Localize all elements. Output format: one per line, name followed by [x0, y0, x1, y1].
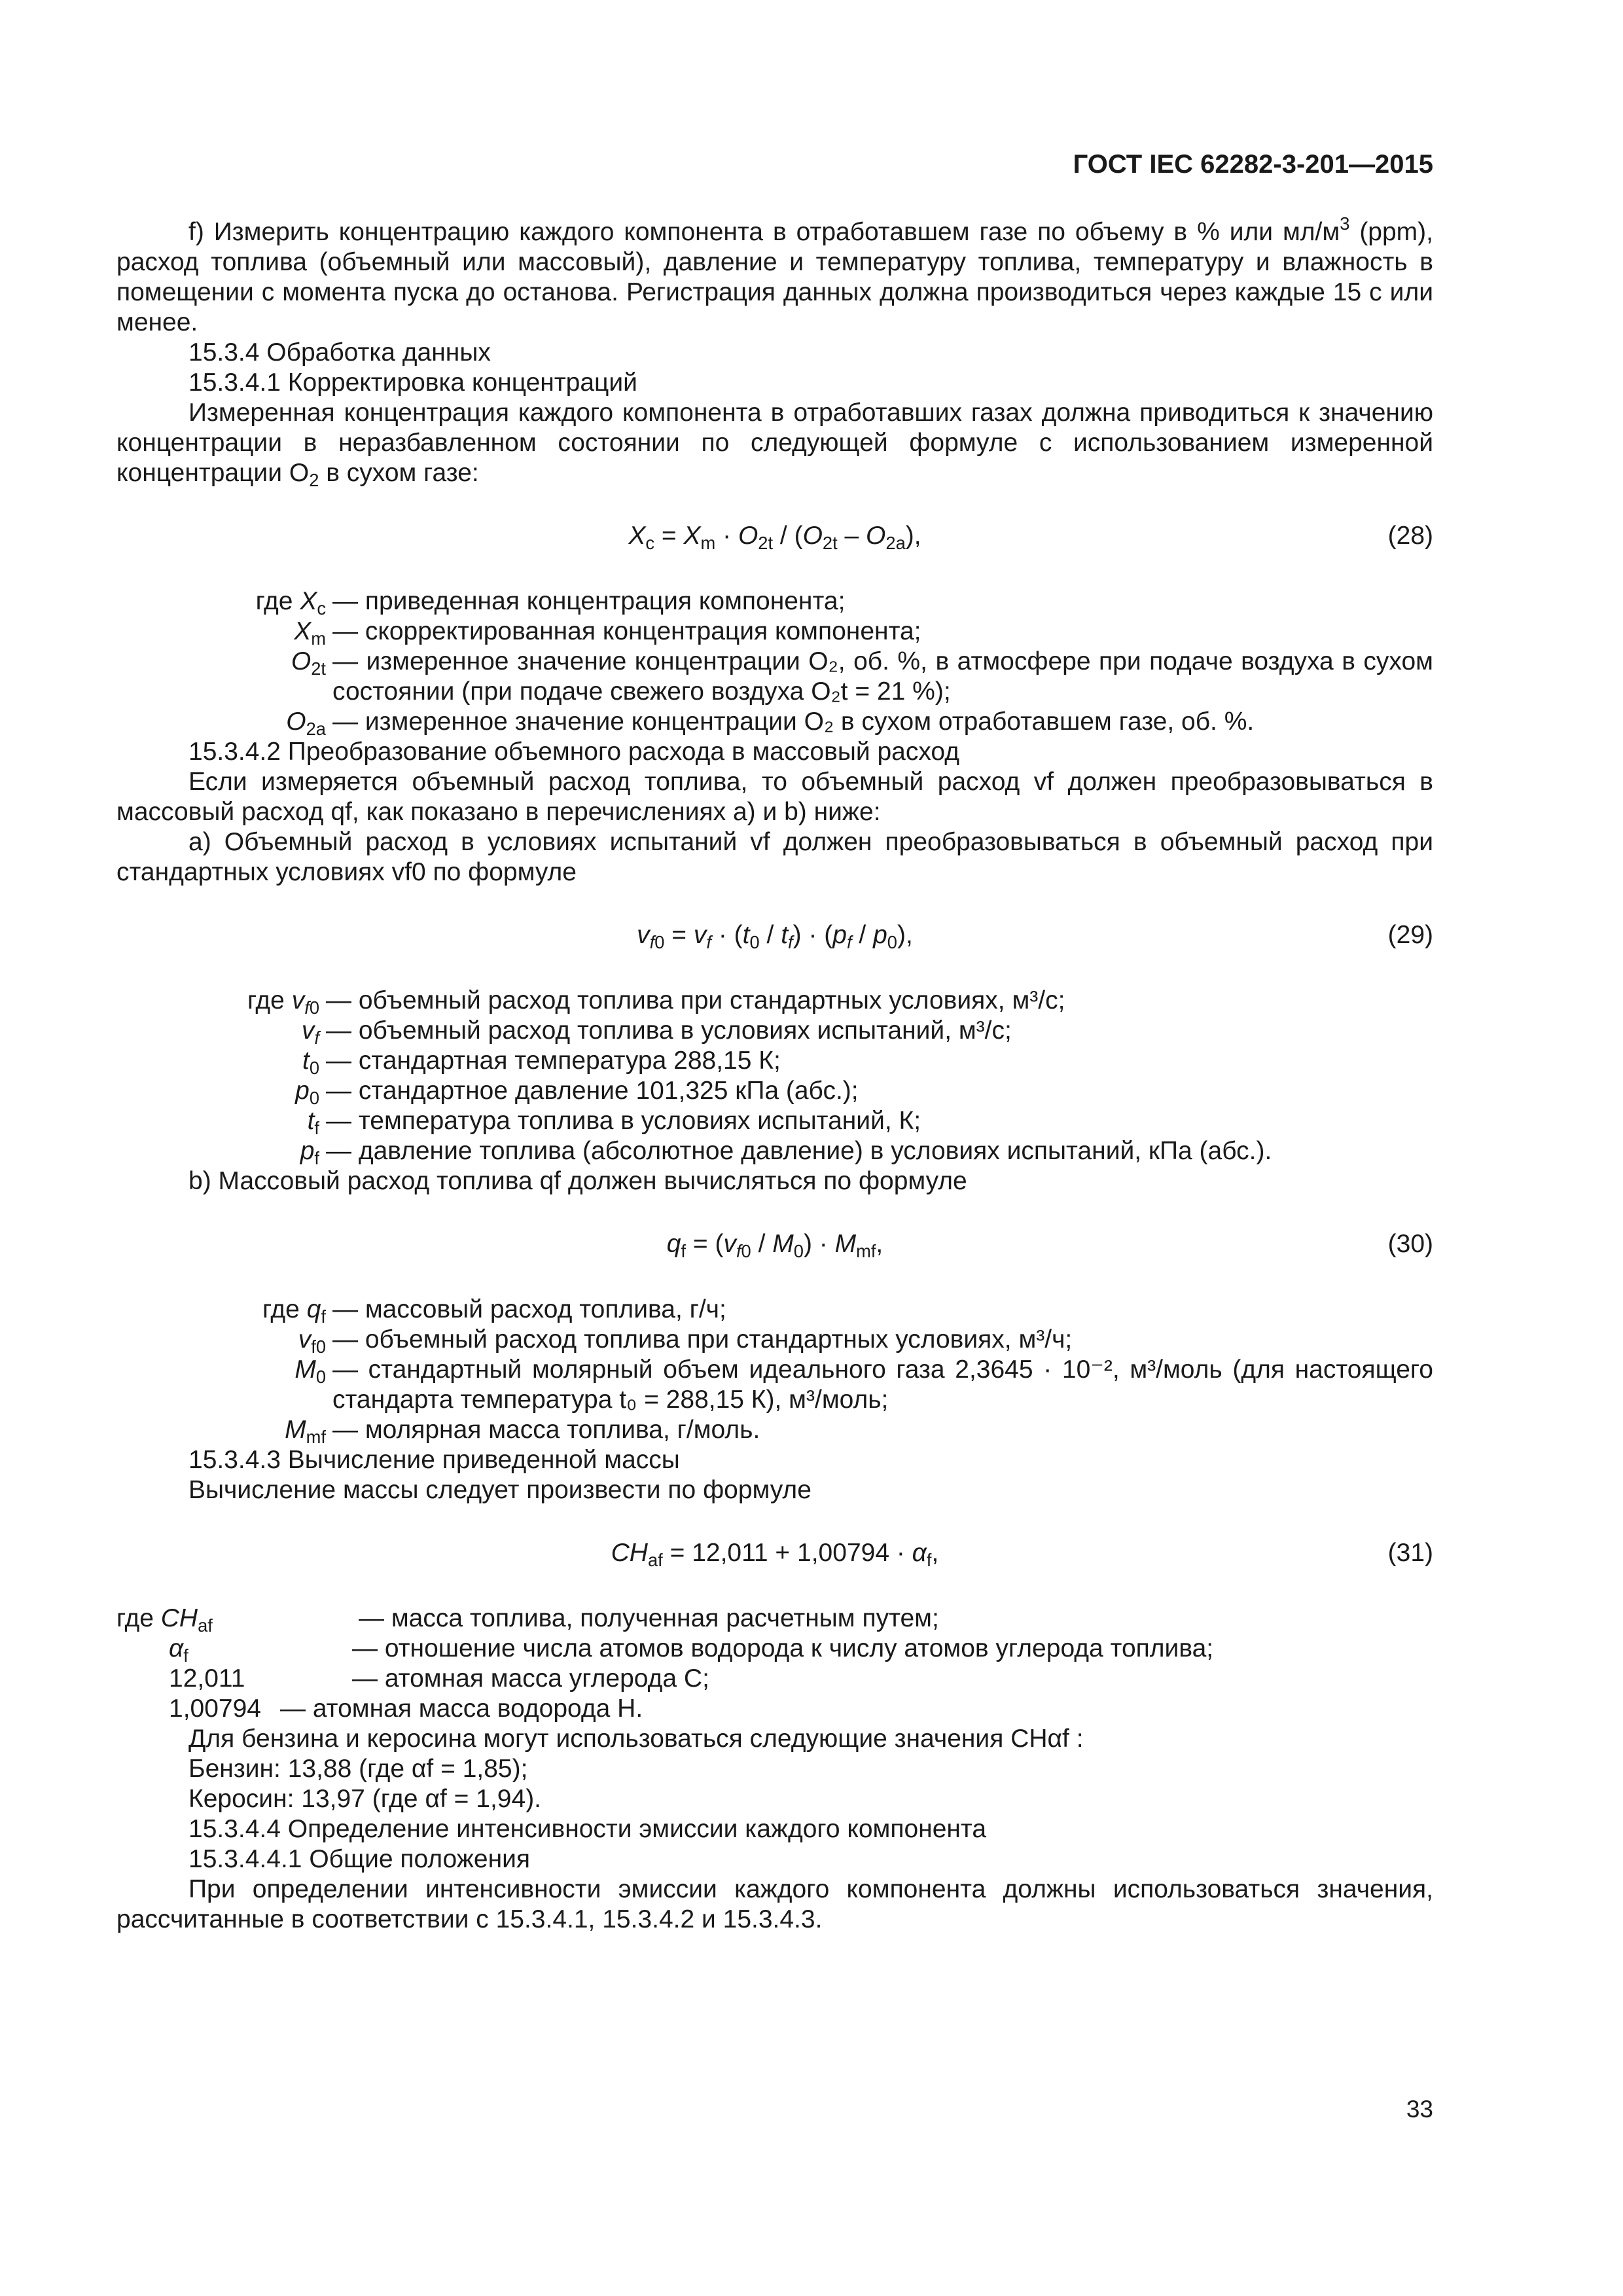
where-vf0-mass: $v_{f0}$ — объемный расход топлива при стандартных условиях, м³/ч;	[298, 1325, 1073, 1357]
page-body	[116, 213, 1433, 1935]
heading-15-3-4-4: 15.3.4.4 Определение интенсивности эмиссии каждого компонента	[188, 1815, 987, 1843]
paragraph-kerosene: Керосин: 13,97 (где αf = 1,94).	[188, 1785, 542, 1813]
formula-31: $CH_{af} = 12,011 + 1,00794 \cdot \alpha_f$,	[611, 1539, 939, 1570]
where-t0: $t_0$ — стандартная температура 288,15 К;	[302, 1047, 781, 1078]
paragraph-b: b) Массовый расход топлива qf должен вычисляться по формуле	[188, 1167, 967, 1195]
where-tf: $t_f$ — температура топлива в условиях испытаний, К;	[307, 1107, 921, 1138]
paragraph-a: а) Объемный расход в условиях испытаний vf должен преобразовываться в объемный расход при стандартных условиях vf0 по формуле	[116, 828, 1433, 886]
equation-30	[116, 1196, 1433, 1295]
where-pf: $p_f$ — давление топлива (абсолютное давление) в условиях испытаний, кПа (абс.).	[300, 1137, 1272, 1168]
equation-number-28: (28)	[1387, 522, 1433, 550]
equation-28	[116, 488, 1433, 586]
where-vf: $v_f$ — объемный расход топлива в условиях испытаний, м³/с;	[301, 1016, 1012, 1048]
paragraph-final: При определении интенсивности эмиссии каждого компонента должны использоваться значения, рассчитанные в соответствии с 15.3.4.1, 15.3.4.2 и 15.3.4.3.	[116, 1875, 1433, 1933]
paragraph-values: Для бензина и керосина могут использоваться следующие значения CHαf :	[188, 1725, 1084, 1753]
equation-number-31: (31)	[1387, 1539, 1433, 1567]
where-o2a: $O_{2a}$ — измеренное значение концентрации O₂ в сухом отработавшем газе, об. %.	[286, 708, 1255, 739]
where-qf: где $q_f$ — массовый расход топлива, г/ч;	[262, 1295, 726, 1327]
paragraph-correction: Измеренная концентрация каждого компонента в отработавших газах должна приводиться к значению концентрации в неразбавленном состоянии по следующей формуле с использованием измеренной концентрации $O_2$ в сухом газе:	[116, 399, 1433, 490]
heading-15-3-4-2: 15.3.4.2 Преобразование объемного расхода в массовый расход	[188, 738, 959, 766]
paragraph-petrol: Бензин: 13,88 (где αf = 1,85);	[188, 1755, 528, 1783]
where-xm: $X_m$ — скорректированная концентрация компонента;	[294, 617, 921, 649]
page-number: 33	[1406, 2096, 1433, 2123]
where-vf0: где $v_{f0}$ — объемный расход топлива при стандартных условиях, м³/с;	[247, 986, 1065, 1018]
equation-31	[116, 1505, 1433, 1604]
where-xc: где $X_c$ — приведенная концентрация компонента;	[255, 587, 846, 619]
equation-number-29: (29)	[1387, 921, 1433, 949]
heading-15-3-4: 15.3.4 Обработка данных	[188, 338, 491, 367]
where-12-011: 12,011 — атомная масса углерода C;	[169, 1664, 709, 1693]
where-af: $\alpha_f$ — отношение числа атомов водорода к числу атомов углерода топлива;	[169, 1634, 1214, 1666]
where-1-00794: 1,00794 — атомная масса водорода H.	[169, 1695, 643, 1723]
where-mmf: $M_{mf}$ — молярная масса топлива, г/моль.	[285, 1416, 760, 1447]
heading-15-3-4-1: 15.3.4.1 Корректировка концентраций	[188, 368, 637, 397]
where-p0: $p_0$ — стандартное давление 101,325 кПа (абс.);	[295, 1077, 859, 1108]
heading-15-3-4-3: 15.3.4.3 Вычисление приведенной массы	[188, 1446, 680, 1474]
where-chaf: где $CH_{af}$ — масса топлива, полученная расчетным путем;	[116, 1604, 939, 1636]
equation-number-30: (30)	[1387, 1230, 1433, 1258]
heading-15-3-4-4-1: 15.3.4.4.1 Общие положения	[188, 1845, 531, 1873]
formula-28: $X_c = X_m \cdot O_{2t} / (O_{2t} - O_{2a})$,	[628, 522, 921, 553]
paragraph-volume-flow: Если измеряется объемный расход топлива, то объемный расход vf должен преобразовываться в массовый расход qf, как показано в перечислениях а) и b) ниже:	[116, 768, 1433, 826]
paragraph-f: f) Измерить концентрацию каждого компонента в отработавшем газе по объему в % или $мл/м^3$ (ppm), расход топлива (объемный или массовый), давление и температуру топлива, температуру и влажность в помещении с момента пуска до останова. Регистрация данных должна производиться через каждые 15 с или менее.	[116, 213, 1433, 336]
formula-29: $v_{f0} = v_f \cdot (t_0 / t_f) \cdot (p_f / p_0)$,	[637, 921, 913, 952]
standard-header: ГОСТ IEC 62282-3-201—2015	[1073, 150, 1433, 179]
paragraph-mass-calc: Вычисление массы следует произвести по формуле	[188, 1476, 812, 1504]
equation-29	[116, 888, 1433, 986]
where-o2t: $O_{2t}$ — измеренное значение концентрации O₂, об. %, в атмосфере при подаче воздуха в сухом состоянии (при подаче свежего воздуха O₂t = 21 %);	[291, 647, 1433, 706]
where-m0: $M_0$ — стандартный молярный объем идеального газа 2,3645 · 10⁻², м³/моль (для настоящего стандарта температура t₀ = 288,15 К), м³/моль;	[294, 1355, 1433, 1414]
formula-30: $q_f = (v_{f0} / M_0) \cdot M_{mf}$,	[666, 1230, 883, 1261]
